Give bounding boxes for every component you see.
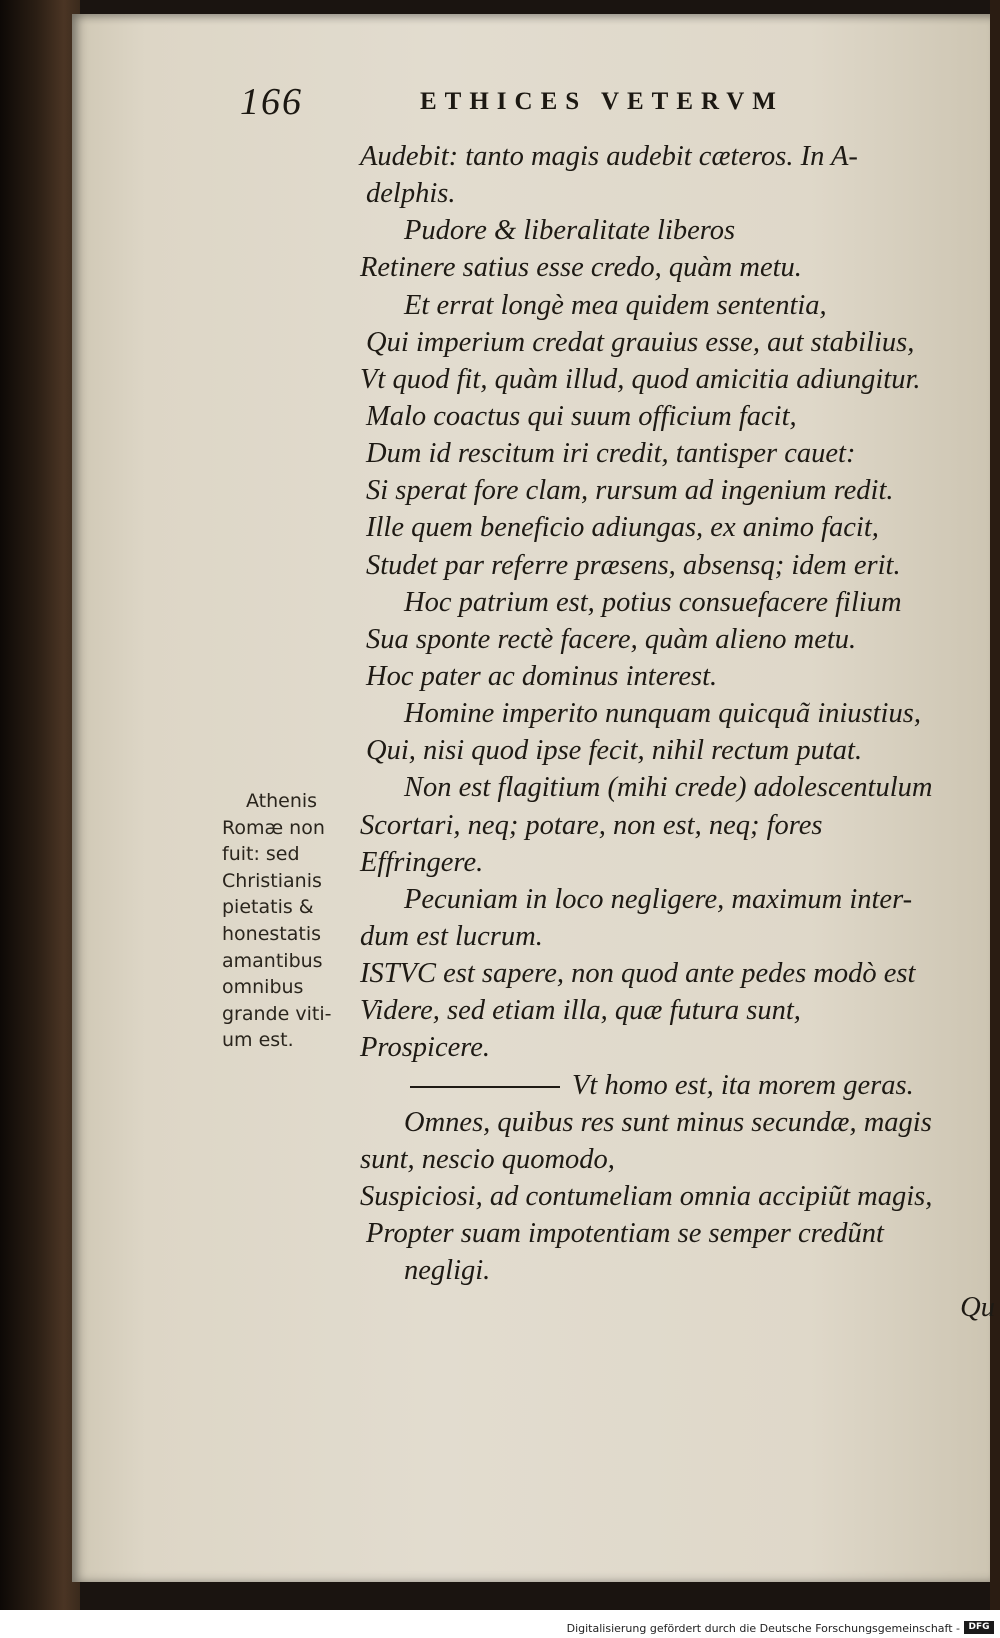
text-line: Hoc pater ac dominus interest.	[366, 660, 718, 692]
margin-line: Athenis	[246, 790, 318, 812]
text-line: dum est lucrum.	[360, 920, 543, 952]
text-line: Audebit: tanto magis audebit cæteros. In A-	[360, 141, 858, 172]
running-head: ETHICES VETERVM	[420, 88, 784, 115]
text-line: Omnes, quibus res sunt minus secundæ, magis	[404, 1106, 932, 1138]
text-line: Studet par referre præsens, absensq; idem erit.	[366, 549, 901, 581]
text-line: Ille quem beneficio adiungas, ex animo facit,	[366, 512, 879, 544]
margin-line: Christianis	[222, 869, 322, 892]
dfg-logo: DFG	[964, 1621, 994, 1634]
page-number: 166	[240, 81, 303, 123]
text-line: Vt quod fit, quàm illud, quod amicitia adiungitur.	[360, 363, 921, 395]
text-line: Sua sponte rectè facere, quàm alieno metu.	[366, 623, 857, 655]
text-line: Vt homo est, ita morem geras.	[572, 1069, 914, 1101]
text-line: ISTVC est sapere, non quod ante pedes modò est	[360, 958, 916, 990]
marginal-note	[222, 788, 362, 1054]
text-line: Et errat longè mea quidem sententia,	[404, 289, 827, 321]
text-line: Retinere satius esse credo, quàm metu.	[360, 252, 802, 284]
text-line: sunt, nescio quomodo,	[360, 1143, 615, 1175]
text-line: Pudore & liberalitate liberos	[404, 215, 736, 247]
text-line: Propter suam impotentiam se semper credũnt	[366, 1218, 884, 1250]
text-line: Dum id rescitum iri credit, tantisper cauet:	[366, 438, 856, 470]
margin-line: pietatis &	[222, 896, 314, 919]
text-line: Effringere.	[360, 846, 484, 878]
text-line: Prospicere.	[360, 1032, 491, 1064]
margin-line: Romæ non	[222, 816, 325, 839]
text-line: Videre, sed etiam illa, quæ futura sunt,	[360, 995, 801, 1027]
text-line: Suspiciosi, ad contumeliam omnia accipiũt magis,	[360, 1180, 933, 1212]
text-line: Qui imperium credat grauius esse, aut stabilius,	[366, 326, 915, 358]
text-line: delphis.	[366, 178, 456, 210]
text-line: Qui, nisi quod ipse fecit, nihil rectum putat.	[366, 735, 863, 767]
book-spine	[0, 0, 80, 1610]
text-line: Homine imperito nunquam quicquã iniustius,	[404, 698, 921, 730]
margin-line: grande viti-	[222, 1002, 332, 1025]
margin-line: honestatis	[222, 922, 322, 945]
page-header	[240, 80, 920, 124]
text-line: Scortari, neq; potare, non est, neq; fores	[360, 809, 823, 841]
margin-line: amantibus	[222, 949, 323, 972]
text-line: Hoc patrium est, potius consuefacere filium	[404, 586, 902, 618]
margin-line: omnibus	[222, 976, 304, 999]
text-line: Non est flagitium (mihi crede) adolescentulum	[404, 772, 933, 804]
margin-line: fuit: sed	[222, 843, 300, 866]
text-line: Malo coactus qui suum officium facit,	[366, 400, 797, 432]
text-line: Pecuniam in loco negligere, maximum inter-	[404, 883, 913, 915]
dash-rule	[410, 1086, 560, 1088]
footer-credit: Digitalisierung gefördert durch die Deutsche Forschungsgemeinschaft -	[566, 1622, 960, 1635]
text-line: Si sperat fore clam, rursum ad ingenium redit.	[366, 475, 894, 507]
margin-line: um est.	[222, 1029, 294, 1052]
catchword: Qu	[960, 1292, 995, 1324]
main-text-block	[360, 138, 995, 1327]
text-line: negligi.	[404, 1255, 491, 1287]
rule-line	[360, 1067, 995, 1104]
